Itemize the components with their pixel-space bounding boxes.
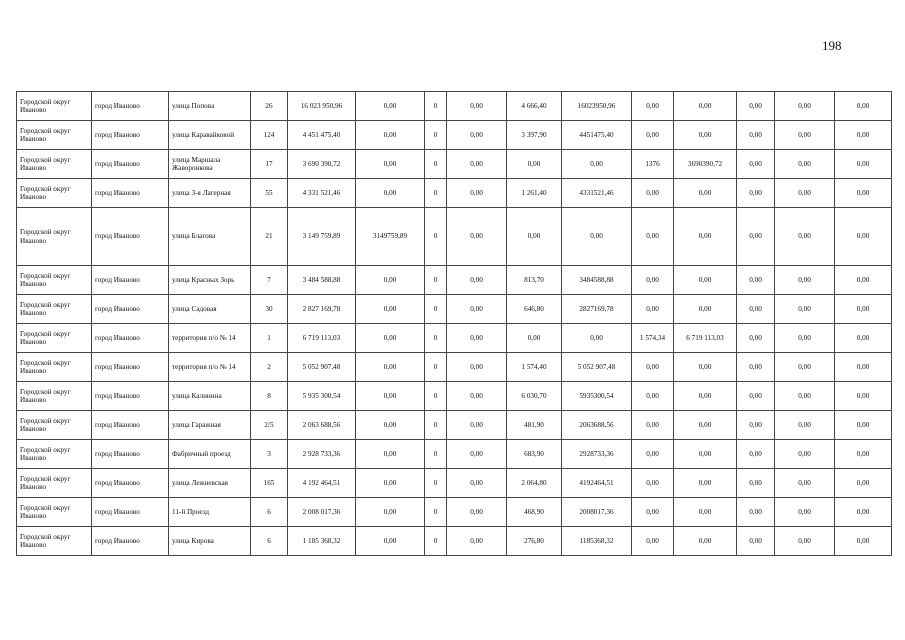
col-6-cell: 0,00 bbox=[356, 295, 425, 324]
col-15-cell: 0,00 bbox=[835, 179, 892, 208]
street-cell: улица Гаражная bbox=[169, 411, 251, 440]
col-14-cell: 0,00 bbox=[775, 324, 835, 353]
col-6-cell: 0,00 bbox=[356, 179, 425, 208]
amount-cell: 0,00 bbox=[562, 324, 632, 353]
col-14-cell: 0,00 bbox=[775, 382, 835, 411]
amount-cell: 0,00 bbox=[562, 150, 632, 179]
col-7-cell: 0 bbox=[425, 266, 447, 295]
house-number-cell: 1 bbox=[251, 324, 288, 353]
col-11-cell: 0,00 bbox=[632, 411, 674, 440]
area-cell: 683,90 bbox=[507, 440, 562, 469]
col-15-cell: 0,00 bbox=[835, 121, 892, 150]
area-cell: 0,00 bbox=[507, 208, 562, 266]
house-number-cell: 2 bbox=[251, 353, 288, 382]
total-cost-cell: 2 928 733,36 bbox=[288, 440, 356, 469]
col-8-cell: 0,00 bbox=[447, 295, 507, 324]
municipality-cell: Городской округ Иваново bbox=[17, 92, 92, 121]
col-11-cell: 1 574,34 bbox=[632, 324, 674, 353]
col-8-cell: 0,00 bbox=[447, 527, 507, 556]
amount-cell: 4192464,51 bbox=[562, 469, 632, 498]
col-12-cell: 0,00 bbox=[674, 179, 737, 208]
col-11-cell: 0,00 bbox=[632, 353, 674, 382]
area-cell: 276,80 bbox=[507, 527, 562, 556]
street-cell: улица Благова bbox=[169, 208, 251, 266]
settlement-cell: город Иваново bbox=[92, 208, 169, 266]
amount-cell: 16023950,96 bbox=[562, 92, 632, 121]
street-cell: 11-й Проезд bbox=[169, 498, 251, 527]
settlement-cell: город Иваново bbox=[92, 440, 169, 469]
amount-cell: 2008017,36 bbox=[562, 498, 632, 527]
municipality-cell: Городской округ Иваново bbox=[17, 498, 92, 527]
col-8-cell: 0,00 bbox=[447, 353, 507, 382]
col-15-cell: 0,00 bbox=[835, 208, 892, 266]
house-number-cell: 30 bbox=[251, 295, 288, 324]
col-12-cell: 0,00 bbox=[674, 353, 737, 382]
settlement-cell: город Иваново bbox=[92, 266, 169, 295]
col-11-cell: 0,00 bbox=[632, 208, 674, 266]
col-12-cell: 0,00 bbox=[674, 121, 737, 150]
col-7-cell: 0 bbox=[425, 295, 447, 324]
street-cell: улица Красных Зорь bbox=[169, 266, 251, 295]
col-12-cell: 3690390,72 bbox=[674, 150, 737, 179]
street-cell: улица Маршала Жаворонкова bbox=[169, 150, 251, 179]
col-12-cell: 0,00 bbox=[674, 92, 737, 121]
col-13-cell: 0,00 bbox=[737, 295, 775, 324]
total-cost-cell: 4 192 464,51 bbox=[288, 469, 356, 498]
col-15-cell: 0,00 bbox=[835, 527, 892, 556]
col-15-cell: 0,00 bbox=[835, 353, 892, 382]
col-7-cell: 0 bbox=[425, 440, 447, 469]
settlement-cell: город Иваново bbox=[92, 353, 169, 382]
settlement-cell: город Иваново bbox=[92, 498, 169, 527]
house-number-cell: 2/5 bbox=[251, 411, 288, 440]
col-7-cell: 0 bbox=[425, 411, 447, 440]
col-13-cell: 0,00 bbox=[737, 527, 775, 556]
table-row bbox=[17, 440, 892, 469]
col-15-cell: 0,00 bbox=[835, 266, 892, 295]
col-12-cell: 0,00 bbox=[674, 498, 737, 527]
col-12-cell: 0,00 bbox=[674, 527, 737, 556]
col-12-cell: 0,00 bbox=[674, 411, 737, 440]
col-13-cell: 0,00 bbox=[737, 179, 775, 208]
area-cell: 646,80 bbox=[507, 295, 562, 324]
table-row bbox=[17, 527, 892, 556]
area-cell: 481,90 bbox=[507, 411, 562, 440]
col-14-cell: 0,00 bbox=[775, 150, 835, 179]
col-11-cell: 0,00 bbox=[632, 121, 674, 150]
municipality-cell: Городской округ Иваново bbox=[17, 121, 92, 150]
house-number-cell: 124 bbox=[251, 121, 288, 150]
street-cell: улица 3-я Лагерная bbox=[169, 179, 251, 208]
amount-cell: 4451475,40 bbox=[562, 121, 632, 150]
municipality-cell: Городской округ Иваново bbox=[17, 324, 92, 353]
col-14-cell: 0,00 bbox=[775, 121, 835, 150]
col-6-cell: 0,00 bbox=[356, 353, 425, 382]
col-7-cell: 0 bbox=[425, 208, 447, 266]
col-8-cell: 0,00 bbox=[447, 121, 507, 150]
house-number-cell: 7 bbox=[251, 266, 288, 295]
col-7-cell: 0 bbox=[425, 382, 447, 411]
municipality-cell: Городской округ Иваново bbox=[17, 440, 92, 469]
col-11-cell: 0,00 bbox=[632, 179, 674, 208]
municipality-cell: Городской округ Иваново bbox=[17, 411, 92, 440]
municipality-cell: Городской округ Иваново bbox=[17, 179, 92, 208]
house-number-cell: 8 bbox=[251, 382, 288, 411]
col-12-cell: 0,00 bbox=[674, 208, 737, 266]
col-13-cell: 0,00 bbox=[737, 498, 775, 527]
settlement-cell: город Иваново bbox=[92, 411, 169, 440]
col-6-cell: 0,00 bbox=[356, 266, 425, 295]
amount-cell: 5 052 907,48 bbox=[562, 353, 632, 382]
table-row bbox=[17, 150, 892, 179]
col-14-cell: 0,00 bbox=[775, 411, 835, 440]
col-7-cell: 0 bbox=[425, 92, 447, 121]
amount-cell: 2928733,36 bbox=[562, 440, 632, 469]
amount-cell: 5935300,54 bbox=[562, 382, 632, 411]
settlement-cell: город Иваново bbox=[92, 150, 169, 179]
house-number-cell: 3 bbox=[251, 440, 288, 469]
amount-cell: 3484588,88 bbox=[562, 266, 632, 295]
col-13-cell: 0,00 bbox=[737, 324, 775, 353]
col-13-cell: 0,00 bbox=[737, 411, 775, 440]
house-number-cell: 17 bbox=[251, 150, 288, 179]
col-7-cell: 0 bbox=[425, 353, 447, 382]
col-15-cell: 0,00 bbox=[835, 411, 892, 440]
total-cost-cell: 4 451 475,40 bbox=[288, 121, 356, 150]
registry-table-body bbox=[17, 92, 892, 556]
col-6-cell: 0,00 bbox=[356, 150, 425, 179]
street-cell: Фабричный проезд bbox=[169, 440, 251, 469]
table-row bbox=[17, 382, 892, 411]
table-row bbox=[17, 266, 892, 295]
col-7-cell: 0 bbox=[425, 469, 447, 498]
col-6-cell: 0,00 bbox=[356, 440, 425, 469]
settlement-cell: город Иваново bbox=[92, 295, 169, 324]
col-11-cell: 0,00 bbox=[632, 469, 674, 498]
col-14-cell: 0,00 bbox=[775, 92, 835, 121]
col-7-cell: 0 bbox=[425, 498, 447, 527]
total-cost-cell: 1 185 368,32 bbox=[288, 527, 356, 556]
total-cost-cell: 3 149 759,89 bbox=[288, 208, 356, 266]
col-14-cell: 0,00 bbox=[775, 440, 835, 469]
area-cell: 2 064,80 bbox=[507, 469, 562, 498]
col-11-cell: 0,00 bbox=[632, 382, 674, 411]
col-14-cell: 0,00 bbox=[775, 353, 835, 382]
area-cell: 3 397,90 bbox=[507, 121, 562, 150]
col-11-cell: 0,00 bbox=[632, 295, 674, 324]
col-8-cell: 0,00 bbox=[447, 208, 507, 266]
table-row bbox=[17, 469, 892, 498]
col-13-cell: 0,00 bbox=[737, 92, 775, 121]
col-13-cell: 0,00 bbox=[737, 382, 775, 411]
col-11-cell: 0,00 bbox=[632, 527, 674, 556]
total-cost-cell: 4 331 521,46 bbox=[288, 179, 356, 208]
col-13-cell: 0,00 bbox=[737, 266, 775, 295]
col-15-cell: 0,00 bbox=[835, 324, 892, 353]
municipality-cell: Городской округ Иваново bbox=[17, 353, 92, 382]
table-row bbox=[17, 353, 892, 382]
col-13-cell: 0,00 bbox=[737, 353, 775, 382]
col-13-cell: 0,00 bbox=[737, 121, 775, 150]
municipality-cell: Городской округ Иваново bbox=[17, 295, 92, 324]
municipality-cell: Городской округ Иваново bbox=[17, 469, 92, 498]
col-6-cell: 3149759,89 bbox=[356, 208, 425, 266]
total-cost-cell: 2 063 688,56 bbox=[288, 411, 356, 440]
col-14-cell: 0,00 bbox=[775, 527, 835, 556]
municipality-cell: Городской округ Иваново bbox=[17, 382, 92, 411]
street-cell: территория п/о № 14 bbox=[169, 324, 251, 353]
col-6-cell: 0,00 bbox=[356, 92, 425, 121]
col-7-cell: 0 bbox=[425, 121, 447, 150]
street-cell: территория п/о № 14 bbox=[169, 353, 251, 382]
col-8-cell: 0,00 bbox=[447, 469, 507, 498]
col-8-cell: 0,00 bbox=[447, 411, 507, 440]
col-6-cell: 0,00 bbox=[356, 527, 425, 556]
house-number-cell: 6 bbox=[251, 498, 288, 527]
settlement-cell: город Иваново bbox=[92, 527, 169, 556]
col-12-cell: 0,00 bbox=[674, 469, 737, 498]
col-13-cell: 0,00 bbox=[737, 208, 775, 266]
col-15-cell: 0,00 bbox=[835, 295, 892, 324]
municipality-cell: Городской округ Иваново bbox=[17, 266, 92, 295]
table-row bbox=[17, 324, 892, 353]
col-14-cell: 0,00 bbox=[775, 469, 835, 498]
col-14-cell: 0,00 bbox=[775, 266, 835, 295]
col-6-cell: 0,00 bbox=[356, 121, 425, 150]
area-cell: 1 261,40 bbox=[507, 179, 562, 208]
col-6-cell: 0,00 bbox=[356, 382, 425, 411]
settlement-cell: город Иваново bbox=[92, 121, 169, 150]
municipality-cell: Городской округ Иваново bbox=[17, 150, 92, 179]
col-15-cell: 0,00 bbox=[835, 382, 892, 411]
col-7-cell: 0 bbox=[425, 150, 447, 179]
street-cell: улица Попова bbox=[169, 92, 251, 121]
col-8-cell: 0,00 bbox=[447, 382, 507, 411]
settlement-cell: город Иваново bbox=[92, 469, 169, 498]
col-12-cell: 0,00 bbox=[674, 382, 737, 411]
col-11-cell: 0,00 bbox=[632, 498, 674, 527]
total-cost-cell: 2 827 169,78 bbox=[288, 295, 356, 324]
area-cell: 468,90 bbox=[507, 498, 562, 527]
street-cell: улица Калинина bbox=[169, 382, 251, 411]
house-number-cell: 26 bbox=[251, 92, 288, 121]
col-13-cell: 0,00 bbox=[737, 469, 775, 498]
amount-cell: 2827169,78 bbox=[562, 295, 632, 324]
municipality-cell: Городской округ Иваново bbox=[17, 527, 92, 556]
table-row bbox=[17, 208, 892, 266]
area-cell: 1 574,40 bbox=[507, 353, 562, 382]
col-15-cell: 0,00 bbox=[835, 469, 892, 498]
area-cell: 6 030,70 bbox=[507, 382, 562, 411]
total-cost-cell: 5 935 300,54 bbox=[288, 382, 356, 411]
col-14-cell: 0,00 bbox=[775, 295, 835, 324]
street-cell: улица Садовая bbox=[169, 295, 251, 324]
amount-cell: 4331521,46 bbox=[562, 179, 632, 208]
total-cost-cell: 16 023 950,96 bbox=[288, 92, 356, 121]
street-cell: улица Кирова bbox=[169, 527, 251, 556]
table-row bbox=[17, 121, 892, 150]
col-11-cell: 0,00 bbox=[632, 92, 674, 121]
settlement-cell: город Иваново bbox=[92, 382, 169, 411]
page-number: 198 bbox=[822, 38, 842, 53]
col-6-cell: 0,00 bbox=[356, 411, 425, 440]
col-15-cell: 0,00 bbox=[835, 92, 892, 121]
total-cost-cell: 3 484 588,88 bbox=[288, 266, 356, 295]
total-cost-cell: 2 008 017,36 bbox=[288, 498, 356, 527]
col-13-cell: 0,00 bbox=[737, 150, 775, 179]
col-12-cell: 0,00 bbox=[674, 440, 737, 469]
col-8-cell: 0,00 bbox=[447, 179, 507, 208]
house-number-cell: 55 bbox=[251, 179, 288, 208]
col-15-cell: 0,00 bbox=[835, 150, 892, 179]
col-12-cell: 6 719 113,03 bbox=[674, 324, 737, 353]
col-7-cell: 0 bbox=[425, 324, 447, 353]
street-cell: улица Лежневская bbox=[169, 469, 251, 498]
col-6-cell: 0,00 bbox=[356, 498, 425, 527]
col-6-cell: 0,00 bbox=[356, 324, 425, 353]
table-row bbox=[17, 498, 892, 527]
area-cell: 0,00 bbox=[507, 324, 562, 353]
col-8-cell: 0,00 bbox=[447, 266, 507, 295]
table-row bbox=[17, 92, 892, 121]
house-number-cell: 165 bbox=[251, 469, 288, 498]
col-8-cell: 0,00 bbox=[447, 498, 507, 527]
col-11-cell: 0,00 bbox=[632, 440, 674, 469]
registry-table bbox=[16, 91, 892, 556]
total-cost-cell: 3 690 390,72 bbox=[288, 150, 356, 179]
amount-cell: 2063688,56 bbox=[562, 411, 632, 440]
house-number-cell: 21 bbox=[251, 208, 288, 266]
col-8-cell: 0,00 bbox=[447, 324, 507, 353]
area-cell: 4 666,40 bbox=[507, 92, 562, 121]
col-15-cell: 0,00 bbox=[835, 498, 892, 527]
col-11-cell: 0,00 bbox=[632, 266, 674, 295]
table-row bbox=[17, 179, 892, 208]
col-8-cell: 0,00 bbox=[447, 440, 507, 469]
col-7-cell: 0 bbox=[425, 179, 447, 208]
col-12-cell: 0,00 bbox=[674, 266, 737, 295]
col-13-cell: 0,00 bbox=[737, 440, 775, 469]
col-7-cell: 0 bbox=[425, 527, 447, 556]
col-12-cell: 0,00 bbox=[674, 295, 737, 324]
col-14-cell: 0,00 bbox=[775, 208, 835, 266]
table-row bbox=[17, 295, 892, 324]
municipality-cell: Городской округ Иваново bbox=[17, 208, 92, 266]
col-11-cell: 1376 bbox=[632, 150, 674, 179]
amount-cell: 0,00 bbox=[562, 208, 632, 266]
col-8-cell: 0,00 bbox=[447, 92, 507, 121]
settlement-cell: город Иваново bbox=[92, 92, 169, 121]
settlement-cell: город Иваново bbox=[92, 179, 169, 208]
col-8-cell: 0,00 bbox=[447, 150, 507, 179]
street-cell: улица Каравайковой bbox=[169, 121, 251, 150]
col-14-cell: 0,00 bbox=[775, 498, 835, 527]
col-15-cell: 0,00 bbox=[835, 440, 892, 469]
total-cost-cell: 5 052 907,48 bbox=[288, 353, 356, 382]
table-row bbox=[17, 411, 892, 440]
col-14-cell: 0,00 bbox=[775, 179, 835, 208]
settlement-cell: город Иваново bbox=[92, 324, 169, 353]
house-number-cell: 6 bbox=[251, 527, 288, 556]
col-6-cell: 0,00 bbox=[356, 469, 425, 498]
area-cell: 0,00 bbox=[507, 150, 562, 179]
total-cost-cell: 6 719 113,03 bbox=[288, 324, 356, 353]
area-cell: 813,70 bbox=[507, 266, 562, 295]
amount-cell: 1185368,32 bbox=[562, 527, 632, 556]
